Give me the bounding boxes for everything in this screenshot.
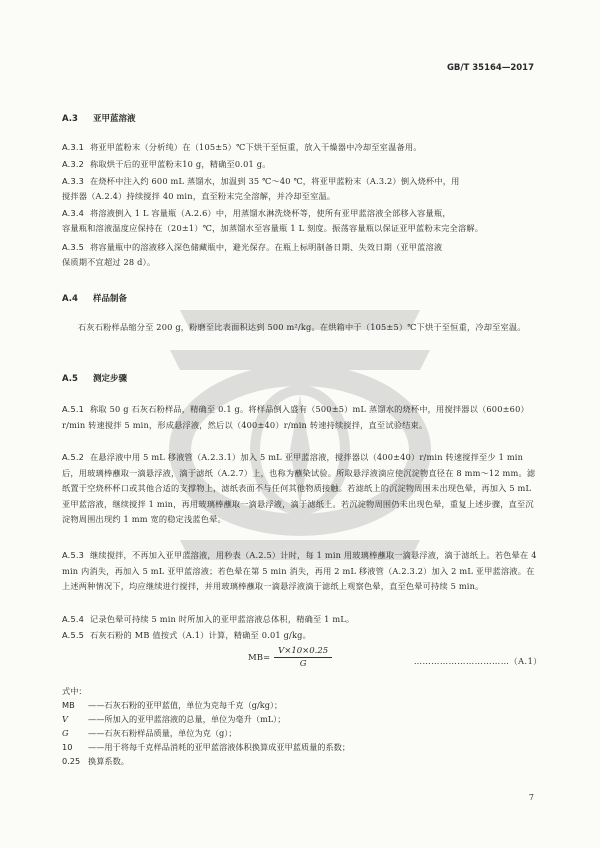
variable-definitions <box>62 684 350 768</box>
variable-row <box>62 712 350 726</box>
clause-a3-4-cont <box>62 221 542 237</box>
clause-continuation: 容量瓶和溶液温度应保持在（20±1）℃，加蒸馏水至容量瓶 1 L 刻度。振荡容量瓶以保证亚甲蓝粉末完全溶解。 <box>62 223 484 233</box>
variable-desc: 换算系数。 <box>88 756 129 766</box>
section-heading-a4 <box>62 292 127 304</box>
variable-symbol: 10 <box>62 742 73 752</box>
variable-symbol: V <box>62 714 68 724</box>
clause-text: 称取 50 g 石灰石粉样品，精确至 0.1 g。将样品倒入盛有（500±5）mL 蒸馏水的烧杯中，用搅拌器以（600±60）r/min 转速搅拌 5 min，形成悬浮液，然后以（400±40）r/min 转速持续搅拌，直至试验结束。 <box>62 404 529 430</box>
section-number: A.4 <box>62 294 78 304</box>
variable-desc: ——所加入的亚甲蓝溶液的总量，单位为毫升（mL）； <box>88 714 286 724</box>
clause-text: 将容量瓶中的溶液移入深色储藏瓶中，避光保存。在瓶上标明制备日期、失效日期（亚甲蓝溶液 <box>90 242 443 252</box>
clause-number: A.5.1 <box>62 404 85 414</box>
clause-a3-5-cont <box>62 255 542 271</box>
section-title: 测定步骤 <box>92 374 127 384</box>
clause-number: A.5.3 <box>62 550 85 560</box>
clause-a3-5 <box>62 240 542 256</box>
clause-a3-2 <box>62 157 542 173</box>
clause-number: A.3.1 <box>62 142 85 152</box>
clause-text: 继续搅拌，不再加入亚甲蓝溶液，用秒表（A.2.5）计时，每 1 min 用玻璃棒蘸取一滴悬浮液，滴于滤纸上。若色晕在 4 min 内消失，再加入 5 mL 亚甲蓝溶液；若色晕在第 5 min 消失，再用 2 mL 移液管（A.2.3.2）加入 2 mL 亚甲蓝溶液。在上述两种情况下，均应继续进行搅拌，并用玻璃棒蘸取一滴悬浮液滴于滤纸上观察色晕，直至色晕可持续 5 min。 <box>62 550 537 591</box>
clause-a3-3 <box>62 174 542 190</box>
clause-number: A.3.2 <box>62 159 85 169</box>
section-number: A.3 <box>62 114 78 124</box>
variable-symbol: MB <box>62 700 75 710</box>
clause-a5-3 <box>62 548 542 595</box>
clause-continuation: 保质期不宜超过 28 d）。 <box>62 257 156 267</box>
formula-a1 <box>62 646 542 682</box>
variable-row <box>62 754 350 768</box>
formula-expression <box>248 646 332 669</box>
clause-number: A.3.3 <box>62 176 85 186</box>
variable-symbol: G <box>62 728 69 738</box>
clause-text: 记录色晕可持续 5 min 时所加入的亚甲蓝溶液总体积，精确至 1 mL。 <box>90 614 355 624</box>
clause-number: A.5.5 <box>62 630 85 640</box>
formula-equation-number: ……………………………（A.1） <box>413 656 542 666</box>
clause-continuation: 搅拌器（A.2.4）持续搅拌 40 min，直至粉末完全溶解，并冷却至室温。 <box>62 191 336 201</box>
clause-a3-4 <box>62 206 542 222</box>
variable-row <box>62 726 350 740</box>
clause-text: 石灰石粉的 MB 值按式（A.1）计算，精确至 0.01 g/kg。 <box>90 630 311 640</box>
variable-symbol: 0.25 <box>62 756 81 766</box>
variable-desc: ——用于将每千克样品消耗的亚甲蓝溶液体积换算成亚甲蓝质量的系数； <box>88 742 351 752</box>
variables-intro: 式中： <box>62 686 87 696</box>
clause-number: A.3.5 <box>62 242 85 252</box>
clause-text: 将溶液倒入 1 L 容量瓶（A.2.6）中，用蒸馏水淋洗烧杯等，使所有亚甲蓝溶液全部移入容量瓶， <box>90 208 451 218</box>
clause-a5-2 <box>62 450 542 528</box>
clause-number: A.5.2 <box>62 452 85 462</box>
section-heading-a3 <box>62 112 135 124</box>
section-title: 亚甲蓝溶液 <box>92 114 136 124</box>
clause-text: 在悬浮液中用 5 mL 移液管（A.2.3.1）加入 5 mL 亚甲蓝溶液，搅拌器以（400±40）r/min 转速搅拌至少 1 min 后，用玻璃棒蘸取一滴悬浮液，滴于滤纸（A.2.7）上，也称为蘸染试验。所取悬浮液滴应使沉淀物直径在 8 mm～12 mm。滤纸置于空烧杯杯口或其他合适的支撑物上，滤纸表面不与任何其他物质接触。若滤纸上的沉淀物周围未出现色晕，再加入 5 mL 亚甲蓝溶液，继续搅拌 1 min，再用玻璃棒蘸取一滴悬浮液，滴于滤纸上。若沉淀物周围仍未出现色晕，重复上述步骤，直至沉淀物周围出现约 1 mm 宽的稳定浅蓝色晕。 <box>62 452 536 524</box>
formula-numerator: V×10×0.25 <box>274 646 332 658</box>
section-title: 样品制备 <box>92 294 127 304</box>
clause-a5-4 <box>62 612 542 628</box>
formula-denominator: G <box>299 659 307 669</box>
paragraph-a4: 石灰石粉样品缩分至 200 g，粉磨至比表面积达到 500 m²/kg。在烘箱中于（105±5）℃下烘干至恒重，冷却至室温。 <box>78 322 526 332</box>
clause-a5-1 <box>62 402 542 433</box>
clause-number: A.3.4 <box>62 208 85 218</box>
section-heading-a5 <box>62 372 127 384</box>
variable-row <box>62 698 350 712</box>
variable-row <box>62 740 350 754</box>
section-number: A.5 <box>62 374 78 384</box>
formula-lhs: MB= <box>248 652 271 663</box>
clause-text: 将亚甲蓝粉末（分析纯）在（105±5）℃下烘干至恒重，放入干燥器中冷却至室温备用。 <box>90 142 422 152</box>
page-number: 7 <box>528 793 534 802</box>
clause-text: 在烧杯中注入约 600 mL 蒸馏水，加温到 35 ℃～40 ℃，将亚甲蓝粉末（A.3.2）倒入烧杯中，用 <box>90 176 460 186</box>
variable-desc: ——石灰石粉的亚甲蓝值，单位为克每千克（g/kg）； <box>88 700 283 710</box>
variable-desc: ——石灰石粉样品质量，单位为克（g）； <box>88 728 237 738</box>
standard-number: GB/T 35164—2017 <box>446 63 534 73</box>
clause-a5-5 <box>62 628 542 644</box>
clause-text: 称取烘干后的亚甲蓝粉末10 g，精确至0.01 g。 <box>90 159 271 169</box>
clause-number: A.5.4 <box>62 614 85 624</box>
clause-a3-3-cont <box>62 189 542 205</box>
formula-fraction <box>274 646 332 669</box>
clause-a3-1 <box>62 140 542 156</box>
